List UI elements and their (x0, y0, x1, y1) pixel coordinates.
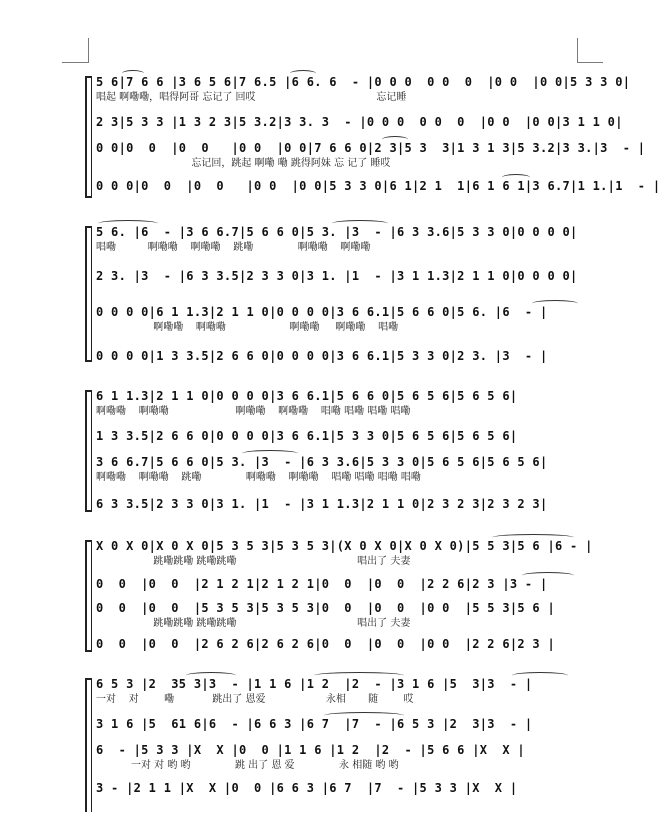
staff-soprano (92, 388, 582, 428)
staff-notes: 5 6|7 6 6 |3 6 5 6|7 6.5 |6 6. 6 - |0 0 0 0 0 0 |0 0 |0 0|5 3 3 0| (96, 75, 631, 89)
staff-soprano (92, 676, 582, 716)
slur (382, 136, 408, 143)
page-bottom-edge (0, 812, 655, 824)
staff-soprano (92, 538, 593, 578)
staff-notes: 6 - |5 3 3 |X X |0 0 |1 1 6 |1 2 |2 - |5 6 6 |X X | (96, 743, 525, 757)
staff-lyrics: 唱起 啊嘞嘞，唱得阿哥 忘记了 回哎 忘记睡 (96, 92, 407, 103)
staff-notes: 3 1 6 |5 61 6|6 - |6 6 3 |6 7 |7 - |6 5 3 |2 3|3 - | (96, 717, 533, 731)
score-system-3 (92, 388, 582, 514)
score-system-1 (92, 74, 660, 200)
score-system-5 (92, 676, 582, 824)
staff-lyrics: 唱嘞 啊嘞嘞 啊嘞嘞 跳嘞 啊嘞嘞 啊嘞嘞 (96, 242, 371, 253)
staff-notes: 6 3 3.5|2 3 3 0|3 1. |1 - |3 1 1.3|2 1 1 0|2 3 2 3|2 3 2 3| (96, 497, 548, 511)
staff-bass (92, 636, 582, 676)
crop-mark-top-right-v (577, 38, 578, 63)
staff-notes: 5 6. |6 - |3 6 6.7|5 6 6 0|5 3. |3 - |6 3 3.6|5 3 3 0|0 0 0 0| (96, 225, 578, 239)
staff-notes: 0 0 |0 0 |2 1 2 1|2 1 2 1|0 0 |0 0 |2 2 6|2 3 |3 - | (96, 577, 548, 591)
staff-notes: 2 3. |3 - |6 3 3.5|2 3 3 0|3 1. |1 - |3 1 1.3|2 1 1 0|0 0 0 0| (96, 269, 578, 283)
staff-alto (92, 268, 582, 308)
staff-notes: 0 0|0 0 |0 0 |0 0 |0 0|7 6 6 0|2 3|5 3 3|1 3 1 3|5 3.2|3 3.|3 - | (96, 141, 646, 155)
slur (314, 672, 404, 679)
slur (522, 572, 574, 579)
staff-lyrics: 啊嘞嘞 啊嘞嘞 跳嘞 啊嘞嘞 啊嘞嘞 唱嘞 唱嘞 唱嘞 唱嘞 (96, 472, 421, 483)
staff-lyrics: 一对 对 哟 哟 跳 出了 恩 爱 永 相随 哟 哟 (96, 760, 399, 771)
staff-notes: X 0 X 0|X 0 X 0|5 3 5 3|5 3 5 3|(X 0 X 0|X 0 X 0)|5 5 3|5 6 |6 - | (96, 539, 593, 553)
slur (324, 712, 404, 719)
staff-notes: 0 0 0 0|1 3 3.5|2 6 6 0|0 0 0 0|3 6 6.1|5 3 3 0|2 3. |3 - | (96, 349, 548, 363)
staff-tenor (92, 304, 582, 344)
staff-soprano (92, 74, 631, 114)
staff-bass (92, 178, 660, 218)
slur (98, 220, 158, 227)
staff-soprano (92, 224, 582, 264)
staff-notes: 2 3|5 3 3 |1 3 2 3|5 3.2|3 3. 3 - |0 0 0 0 0 0 |0 0 |0 0|3 1 1 0| (96, 115, 623, 129)
staff-lyrics: 啊嘞嘞 啊嘞嘞 啊嘞嘞 啊嘞嘞 唱嘞 唱嘞 唱嘞 唱嘞 (96, 406, 411, 417)
staff-lyrics: 跳嘞跳嘞 跳嘞跳嘞 唱出了 夫妻 (96, 618, 411, 629)
staff-notes: 3 6 6.7|5 6 6 0|5 3. |3 - |6 3 3.6|5 3 3 0|5 6 5 6|5 6 5 6| (96, 455, 548, 469)
slur (502, 174, 530, 181)
slur (242, 450, 298, 457)
staff-lyrics: 一对 对 嘞 跳出了 恩爱 永相 随 哎 (96, 694, 414, 705)
slur (532, 300, 578, 307)
staff-notes: 6 5 3 |2 35 3|3 - |1 1 6 |1 2 |2 - |3 1 6 |5 3|3 - | (96, 677, 533, 691)
crop-mark-top-right-h (577, 62, 603, 63)
staff-lyrics: 啊嘞嘞 啊嘞嘞 啊嘞嘞 啊嘞嘞 唱嘞 (96, 322, 399, 333)
slur (332, 220, 388, 227)
staff-notes: 0 0 0 0|6 1 1.3|2 1 1 0|0 0 0 0|3 6 6.1|5 6 6 0|5 6. |6 - | (96, 305, 548, 319)
slur (186, 672, 236, 679)
slur (122, 70, 144, 77)
staff-lyrics: 跳嘞跳嘞 跳嘞跳嘞 唱出了 夫妻 (96, 556, 411, 567)
staff-notes: 0 0 0|0 0 |0 0 |0 0 |0 0|5 3 3 0|6 1|2 1 1|6 1 6 1|3 6.7|1 1.|1 - | (96, 179, 660, 193)
score-system-2 (92, 224, 582, 364)
staff-bass (92, 496, 582, 536)
staff-tenor (92, 454, 582, 494)
crop-mark-top-left-h (62, 62, 88, 63)
staff-notes: 0 0 |0 0 |2 6 2 6|2 6 2 6|0 0 |0 0 |0 0 |2 2 6|2 3 | (96, 637, 556, 651)
crop-mark-top-left-v (88, 38, 89, 63)
staff-bass (92, 348, 582, 388)
staff-tenor (92, 600, 582, 640)
staff-lyrics: 忘记回，跳起 啊嘞 嘞 跳得阿妹 忘 记了 睡哎 (96, 158, 391, 169)
slur (290, 70, 316, 77)
staff-tenor (92, 742, 582, 782)
staff-notes: 0 0 |0 0 |5 3 5 3|5 3 5 3|0 0 |0 0 |0 0 |5 5 3|5 6 | (96, 601, 556, 615)
slur (492, 534, 574, 541)
staff-notes: 6 1 1.3|2 1 1 0|0 0 0 0|3 6 6.1|5 6 6 0|5 6 5 6|5 6 5 6| (96, 389, 518, 403)
staff-notes: 3 - |2 1 1 |X X |0 0 |6 6 3 |6 7 |7 - |5 3 3 |X X | (96, 781, 518, 795)
score-system-4 (92, 538, 593, 654)
staff-notes: 1 3 3.5|2 6 6 0|0 0 0 0|3 6 6.1|5 3 3 0|5 6 5 6|5 6 5 6| (96, 429, 518, 443)
slur (512, 672, 568, 679)
